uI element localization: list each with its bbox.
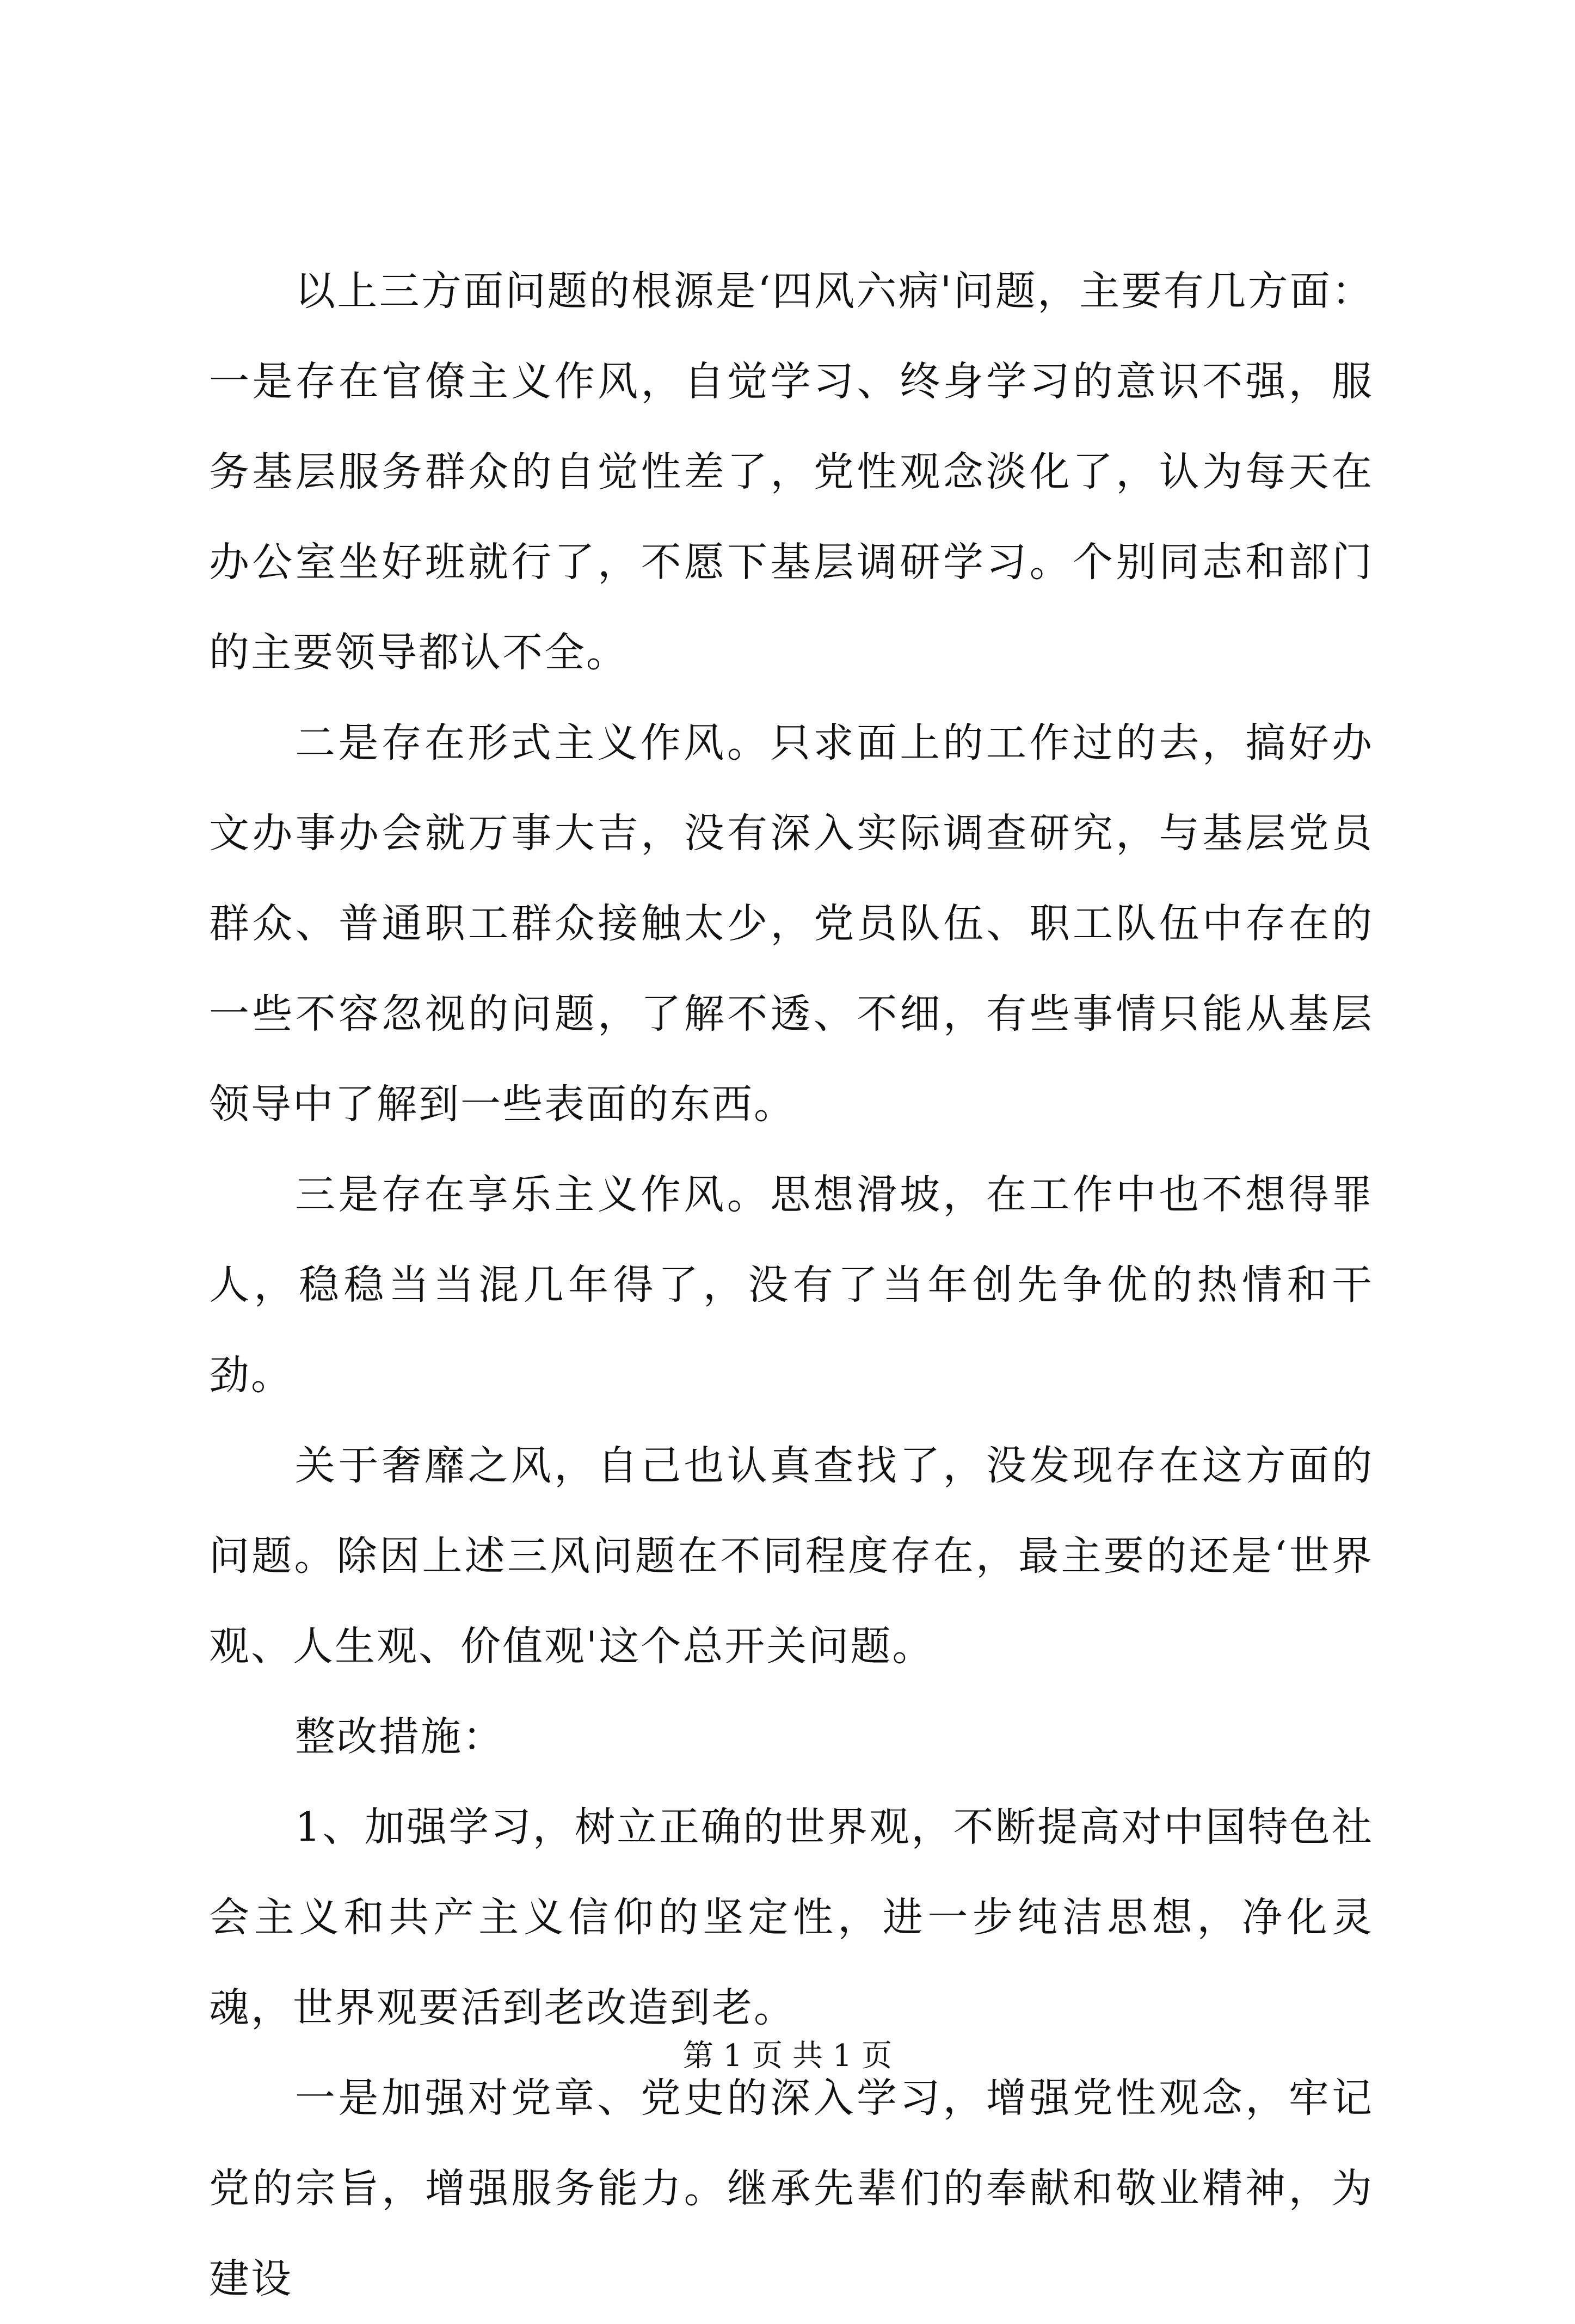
page-footer: 第 1 页 共 1 页 — [682, 2038, 893, 2074]
paragraph-measures-heading: 整改措施： — [295, 1713, 505, 1760]
paragraph-hedonism: 三是存在享乐主义作风。思想滑坡，在工作中也不想得罪人，稳稳当当混几年得了，没有了当年创先争优的热情和干劲。 — [209, 1171, 1374, 1399]
document-body — [209, 246, 1374, 2324]
paragraph-measure-1-item-1: 一是加强对党章、党史的深入学习，增强党性观念，牢记党的宗旨，增强服务能力。继承先辈们的奉献和敬业精神，为建设 — [209, 2075, 1374, 2302]
paragraph-formalism: 二是存在形式主义作风。只求面上的工作过的去，搞好办文办事办会就万事大吉，没有深入实际调查研究，与基层党员群众、普通职工群众接触太少，党员队伍、职工队伍中存在的一些不容忽视的问题，了解不透、不细，有些事情只能从基层领导中了解到一些表面的东西。 — [209, 720, 1374, 1128]
paragraph-extravagance: 关于奢靡之风，自己也认真查找了，没发现存在这方面的问题。除因上述三风问题在不同程度存在，最主要的还是‘世界观、人生观、价值观'这个总开关问题。 — [209, 1442, 1374, 1670]
paragraph-root-causes: 以上三方面问题的根源是‘四风六病'问题，主要有几方面：一是存在官僚主义作风，自觉学习、终身学习的意识不强，服务基层服务群众的自觉性差了，党性观念淡化了，认为每天在办公室坐好班就行了，不愿下基层调研学习。个别同志和部门的主要领导都认不全。 — [209, 268, 1374, 676]
paragraph-measure-1: 1、加强学习，树立正确的世界观，不断提高对中国特色社会主义和共产主义信仰的坚定性，进一步纯洁思想，净化灵魂，世界观要活到老改造到老。 — [209, 1804, 1374, 2031]
